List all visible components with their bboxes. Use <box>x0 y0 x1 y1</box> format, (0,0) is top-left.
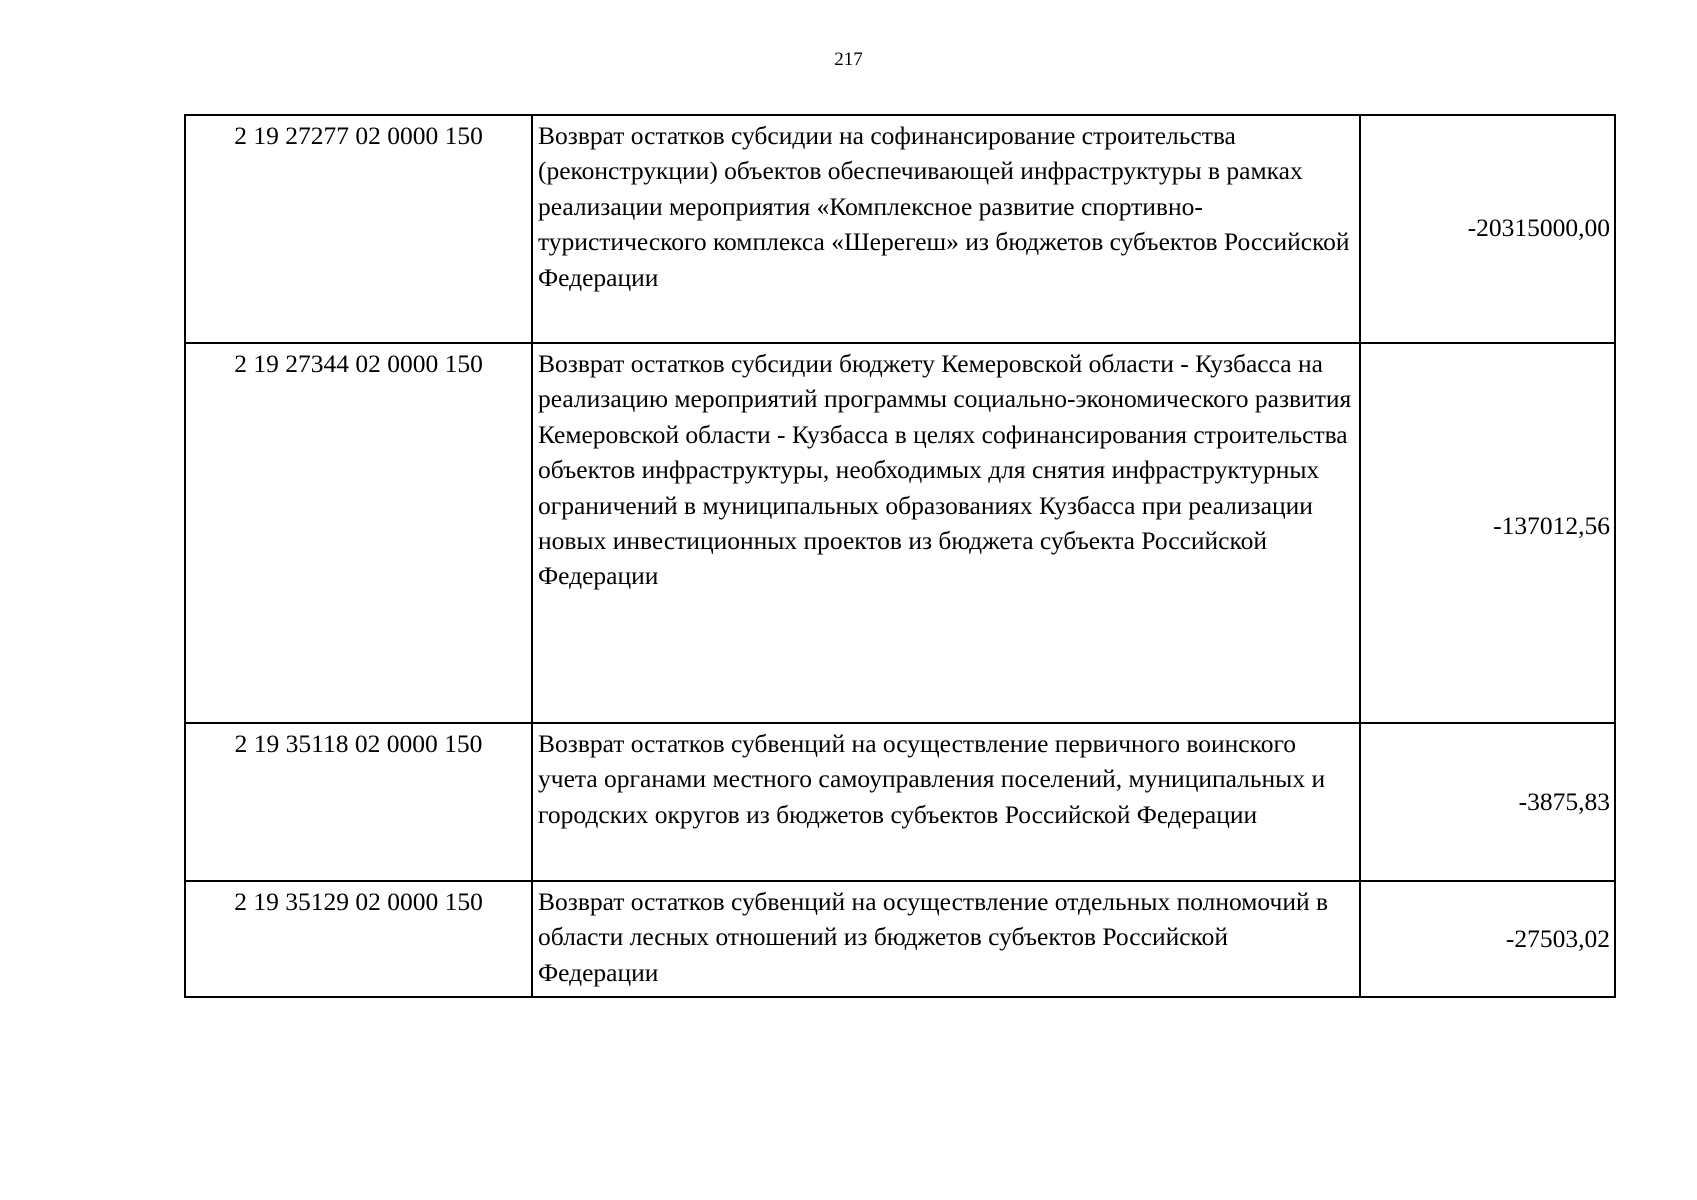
budget-code-cell: 2 19 35129 02 0000 150 <box>185 881 532 997</box>
amount-value: -3875,83 <box>1518 787 1610 817</box>
table-row <box>185 881 1615 997</box>
amount-value: -27503,02 <box>1505 924 1610 954</box>
amount-cell <box>1360 881 1615 997</box>
budget-code-cell: 2 19 27277 02 0000 150 <box>185 115 532 343</box>
amount-value: -137012,56 <box>1493 511 1610 541</box>
table-row <box>185 343 1615 723</box>
budget-code-cell: 2 19 27344 02 0000 150 <box>185 343 532 723</box>
table-row <box>185 723 1615 881</box>
page-number: 217 <box>834 49 863 70</box>
description-cell: Возврат остатков субсидии бюджету Кемеровской области - Кузбасса на реализацию мероприятий программы социально-экономического развития Кемеровской области - Кузбасса в целях софинансирования строительства объектов инфраструктуры, необходимых для снятия инфраструктурных ограничений в муниципальных образованиях Кузбасса при реализации новых инвестиционных проектов из бюджета субъекта Российской Федерации <box>532 343 1360 723</box>
budget-table <box>184 114 1616 998</box>
amount-cell <box>1360 343 1615 723</box>
table-row <box>185 115 1615 343</box>
description-cell: Возврат остатков субсидии на софинансирование строительства (реконструкции) объектов обеспечивающей инфраструктуры в рамках реализации мероприятия «Комплексное развитие спортивно-туристического комплекса «Шерегеш» из бюджетов субъектов Российской Федерации <box>532 115 1360 343</box>
amount-cell <box>1360 723 1615 881</box>
amount-value: -20315000,00 <box>1467 213 1610 243</box>
budget-code-cell: 2 19 35118 02 0000 150 <box>185 723 532 881</box>
description-cell: Возврат остатков субвенций на осуществление отдельных полномочий в области лесных отношений из бюджетов субъектов Российской Федерации <box>532 881 1360 997</box>
amount-cell <box>1360 115 1615 343</box>
description-cell: Возврат остатков субвенций на осуществление первичного воинского учета органами местного самоуправления поселений, муниципальных и городских округов из бюджетов субъектов Российской Федерации <box>532 723 1360 881</box>
